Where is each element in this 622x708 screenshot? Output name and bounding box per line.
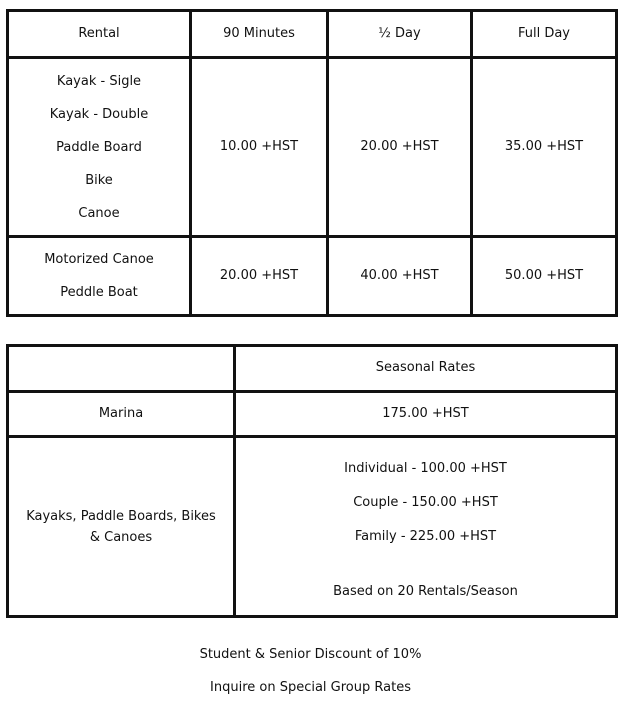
table-row bbox=[8, 58, 617, 237]
price-half-day: 20.00 +HST bbox=[328, 58, 472, 237]
price-full-day: 35.00 +HST bbox=[472, 58, 617, 237]
rental-item: Bike bbox=[85, 172, 113, 188]
table-row bbox=[8, 392, 617, 437]
rental-item: Kayak - Sigle bbox=[56, 73, 142, 89]
empty-header-cell bbox=[8, 346, 235, 392]
header-rental: Rental bbox=[8, 11, 191, 58]
group-rates-note: Inquire on Special Group Rates bbox=[210, 680, 411, 695]
header-full-day: Full Day bbox=[472, 11, 617, 58]
price-half-day: 40.00 +HST bbox=[328, 237, 472, 316]
price-90-minutes: 10.00 +HST bbox=[191, 58, 328, 237]
rental-item: Peddle Boat bbox=[60, 285, 138, 300]
marina-price: 175.00 +HST bbox=[235, 392, 617, 437]
seasonal-rate: Couple - 150.00 +HST bbox=[353, 495, 498, 511]
header-90-minutes: 90 Minutes bbox=[191, 11, 328, 58]
rental-item: Kayak - Double bbox=[49, 106, 149, 122]
kayaks-label: Kayaks, Paddle Boards, Bikes & Canoes bbox=[26, 508, 216, 545]
price-full-day: 50.00 +HST bbox=[472, 237, 617, 316]
rental-item: Canoe bbox=[78, 205, 120, 221]
marina-label: Marina bbox=[8, 392, 235, 437]
seasonal-rate: Family - 225.00 +HST bbox=[354, 529, 497, 545]
seasonal-rate: Individual - 100.00 +HST bbox=[344, 461, 507, 477]
table-header-row bbox=[8, 346, 617, 392]
seasonal-basis: Based on 20 Rentals/Season bbox=[333, 584, 518, 600]
table-row bbox=[8, 237, 617, 316]
kayaks-label-cell bbox=[8, 437, 235, 617]
table-row bbox=[8, 437, 617, 617]
price-90-minutes: 20.00 +HST bbox=[191, 237, 328, 316]
rental-rates-table bbox=[6, 9, 618, 317]
table-header-row bbox=[8, 11, 617, 58]
rental-items-cell bbox=[8, 237, 191, 316]
kayaks-rates-cell bbox=[235, 437, 617, 617]
rental-item: Motorized Canoe bbox=[44, 252, 154, 267]
rental-item: Paddle Board bbox=[56, 139, 142, 155]
discount-note: Student & Senior Discount of 10% bbox=[199, 647, 422, 662]
header-seasonal-rates: Seasonal Rates bbox=[235, 346, 617, 392]
seasonal-rates-table bbox=[6, 344, 618, 618]
header-half-day: ½ Day bbox=[328, 11, 472, 58]
rental-items-cell bbox=[8, 58, 191, 237]
